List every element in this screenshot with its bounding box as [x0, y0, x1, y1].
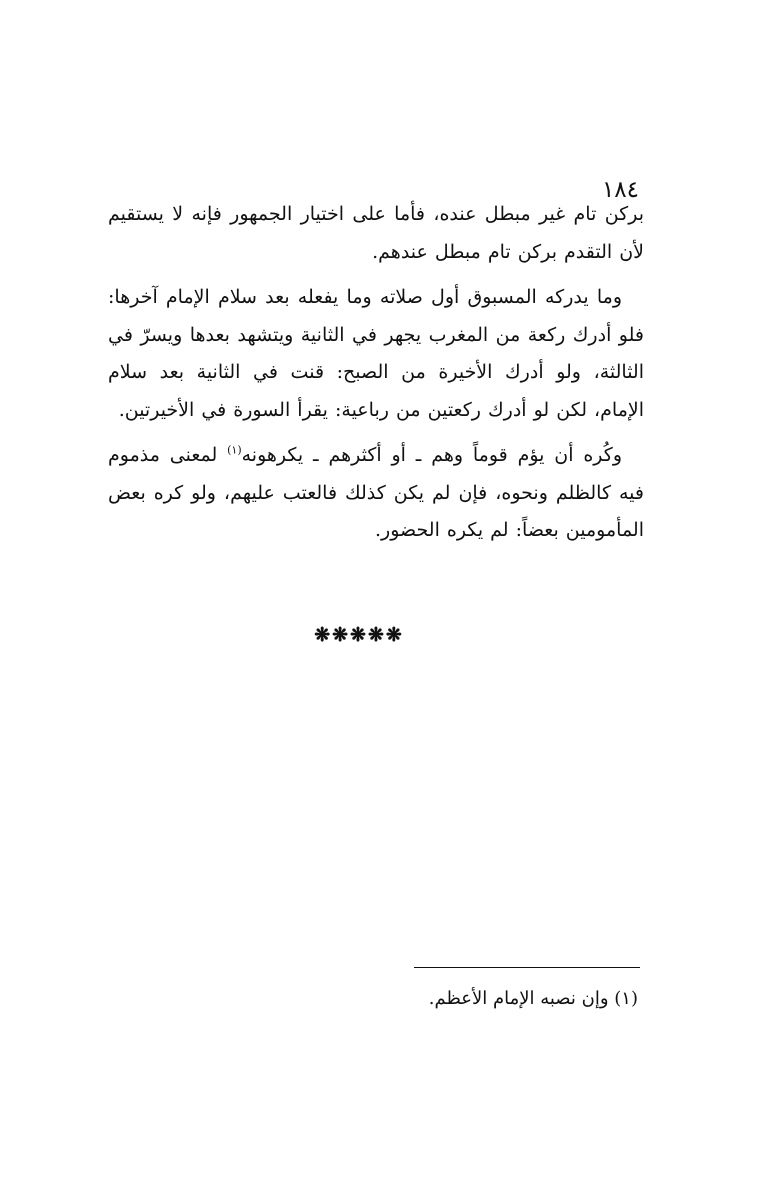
paragraph-3-tail: لمعنى مذموم فيه كالظلم ونحوه، فإن لم يكن كذلك فالعتب عليهم، ولو كره بعض المأمومين بعضاً: لم يكره الحضور.	[108, 444, 644, 541]
paragraph-1-text: بركن تام غير مبطل عنده، فأما على اختيار الجمهور فإنه لا يستقيم لأن التقدم بركن تام مبطل عندهم.	[108, 203, 644, 263]
main-text	[108, 196, 644, 550]
paragraph-3-text: وكُره أن يؤم قوماً وهم ـ أو أكثرهم ـ يكرهونه	[241, 444, 623, 466]
footnote: (١) وإن نصبه الإمام الأعظم.	[428, 988, 638, 1009]
section-divider: ❋❋❋❋❋	[314, 624, 404, 646]
page-number: ١٨٤	[601, 177, 639, 203]
paragraph-3	[108, 437, 644, 550]
paragraph-1	[108, 196, 644, 271]
paragraph-2	[108, 279, 644, 429]
paragraph-2-text: وما يدركه المسبوق أول صلاته وما يفعله بعد سلام الإمام آخرها: فلو أدرك ركعة من المغرب يجهر في الثانية ويتشهد بعدها ويسرّ في الثالثة، ولو أدرك الأخيرة من الصبح: قنت في الثانية بعد سلام الإمام، لكن لو أدرك ركعتين من رباعية: يقرأ السورة في الأخيرتين.	[108, 286, 644, 421]
footnote-separator	[414, 967, 640, 968]
footnote-reference: (١)	[227, 443, 242, 457]
